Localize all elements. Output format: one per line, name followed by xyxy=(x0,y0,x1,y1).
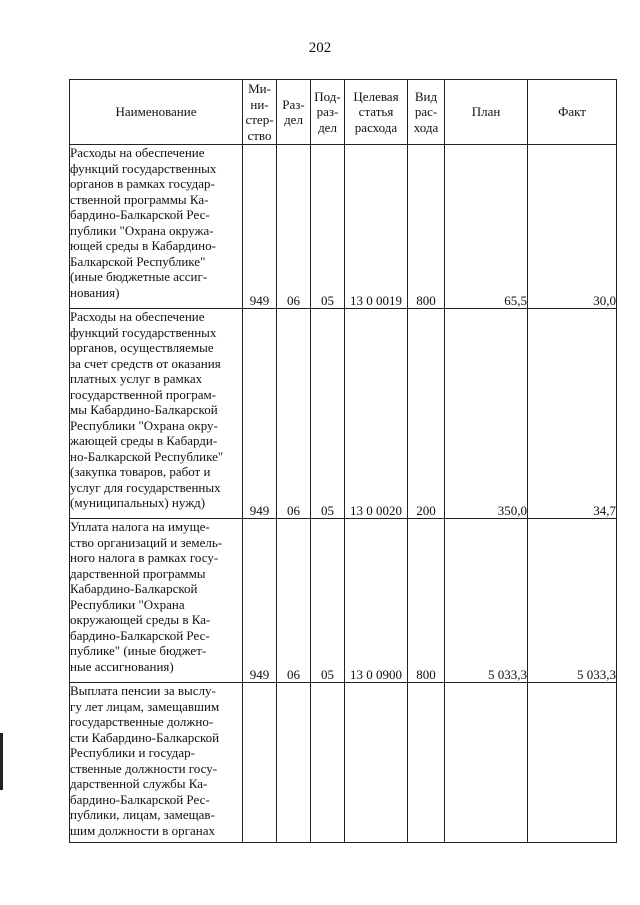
header-target-article: Целевая статья расхода xyxy=(345,80,408,145)
row-target-article: 13 0 0020 xyxy=(345,309,408,519)
row-target-article xyxy=(345,683,408,843)
row-fact xyxy=(528,683,617,843)
header-section: Раз- дел xyxy=(277,80,311,145)
row-name: Выплата пенсии за выслу- гу лет лицам, замещавшим государственные должно- сти Кабардино-Балкарской Республики и государ- ственные должности госу- дарственной службы Ка- бардино-Балкарской Рес- публики, лицам, замещав- шим должности в органах xyxy=(70,683,243,843)
row-target-article: 13 0 0019 xyxy=(345,145,408,309)
row-ministry: 949 xyxy=(243,309,277,519)
table-row xyxy=(70,683,617,843)
header-fact: Факт xyxy=(528,80,617,145)
row-expense-type xyxy=(408,683,445,843)
row-fact: 34,7 xyxy=(528,309,617,519)
row-ministry xyxy=(243,683,277,843)
scan-edge-mark xyxy=(0,733,3,790)
row-section: 06 xyxy=(277,309,311,519)
header-ministry: Ми- ни- стер- ство xyxy=(243,80,277,145)
header-subsection: Под- раз- дел xyxy=(311,80,345,145)
row-ministry: 949 xyxy=(243,145,277,309)
row-name: Расходы на обеспечение функций государственных органов в рамках государ- ственной программы Ка- бардино-Балкарской Рес- публики "Охрана окружа- ющей среды в Кабардино- Балкарской Республике" (иные бюджетные ассиг- нования) xyxy=(70,145,243,309)
row-subsection: 05 xyxy=(311,309,345,519)
row-fact: 5 033,3 xyxy=(528,519,617,683)
row-section: 06 xyxy=(277,145,311,309)
row-subsection: 05 xyxy=(311,519,345,683)
header-plan: План xyxy=(445,80,528,145)
row-name: Уплата налога на имуще- ство организаций и земель- ного налога в рамках госу- дарственной программы Кабардино-Балкарской Республики "Охрана окружающей среды в Ка- бардино-Балкарской Рес- публике" (иные бюджет- ные ассигнования) xyxy=(70,519,243,683)
row-section xyxy=(277,683,311,843)
row-name: Расходы на обеспечение функций государственных органов, осуществляемые за счет средств от оказания платных услуг в рамках государственной програм- мы Кабардино-Балкарской Республики "Охрана окру- жающей среды в Кабарди- но-Балкарской Республике" (закупка товаров, работ и услуг для государственных (муниципальных) нужд) xyxy=(70,309,243,519)
table-row xyxy=(70,309,617,519)
row-plan: 65,5 xyxy=(445,145,528,309)
table-header-row xyxy=(70,80,617,145)
table-row xyxy=(70,519,617,683)
header-expense-type: Вид рас- хода xyxy=(408,80,445,145)
row-expense-type: 800 xyxy=(408,145,445,309)
row-plan: 350,0 xyxy=(445,309,528,519)
budget-table xyxy=(69,79,617,843)
row-plan xyxy=(445,683,528,843)
row-fact: 30,0 xyxy=(528,145,617,309)
row-expense-type: 800 xyxy=(408,519,445,683)
row-subsection xyxy=(311,683,345,843)
table-row xyxy=(70,145,617,309)
row-plan: 5 033,3 xyxy=(445,519,528,683)
page-number: 202 xyxy=(308,40,332,56)
row-section: 06 xyxy=(277,519,311,683)
header-name: Наименование xyxy=(70,80,243,145)
row-target-article: 13 0 0900 xyxy=(345,519,408,683)
row-expense-type: 200 xyxy=(408,309,445,519)
row-ministry: 949 xyxy=(243,519,277,683)
row-subsection: 05 xyxy=(311,145,345,309)
